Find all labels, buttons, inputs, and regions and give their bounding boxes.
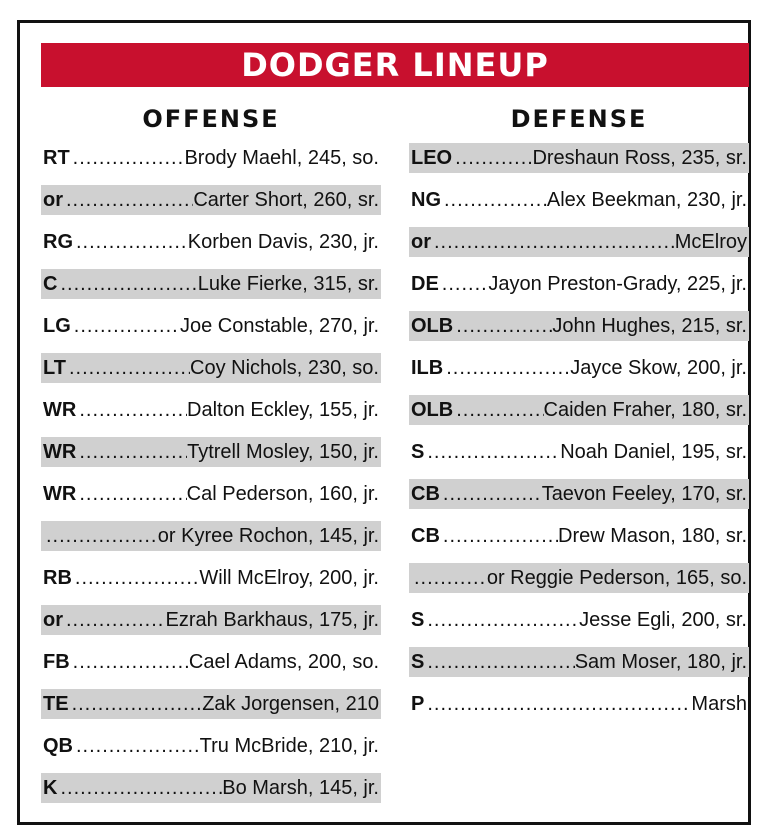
lineup-row [41,773,381,803]
player-entry: or Kyree Rochon, 145, jr. [157,524,379,547]
dot-leader [73,735,200,758]
player-entry: Dalton Eckley, 155, jr. [187,398,379,421]
dot-leader [76,399,187,422]
dot-leader [63,609,166,632]
dot-leader [71,315,180,338]
defense-column [409,101,749,731]
position-label: S [411,440,425,463]
position-label: S [411,650,425,673]
position-label: WR [43,482,77,505]
player-entry: Tru McBride, 210, jr. [199,734,379,757]
player-entry: Taevon Feeley, 170, sr. [541,482,747,505]
dot-leader [424,609,579,632]
position-label: QB [43,734,73,757]
dot-leader [443,357,570,380]
dot-leader [76,441,187,464]
player-entry: Marsh [691,692,747,715]
player-entry: Sam Moser, 180, jr. [574,650,747,673]
lineup-row [41,227,381,257]
dot-leader [441,189,547,212]
dot-leader [70,651,189,674]
player-entry: Korben Davis, 230, jr. [187,230,379,253]
position-label: or [43,608,63,631]
lineup-title: DODGER LINEUP [41,43,749,87]
position-label: ILB [411,356,444,379]
defense-heading: DEFENSE [510,105,648,133]
lineup-row [409,227,749,257]
player-entry: Jayon Preston-Grady, 225, jr. [488,272,747,295]
dot-leader [439,273,489,296]
lineup-row [41,647,381,677]
position-label: FB [43,650,70,673]
player-entry: Will McElroy, 200, jr. [199,566,379,589]
dot-leader [424,693,691,716]
lineup-row [41,689,381,719]
lineup-row [409,689,749,719]
lineup-row [41,185,381,215]
player-entry: Caiden Fraher, 180, sr. [543,398,747,421]
lineup-row [409,479,749,509]
dot-leader [453,399,543,422]
dot-leader [76,483,186,506]
player-entry: Joe Constable, 270, jr. [179,314,379,337]
position-label: NG [411,188,441,211]
dot-leader [57,777,222,800]
lineup-row [41,437,381,467]
position-label: C [43,272,58,295]
position-label: P [411,692,425,715]
player-entry: Ezrah Barkhaus, 175, jr. [165,608,379,631]
player-entry: Cael Adams, 200, so. [188,650,379,673]
dot-leader [431,231,675,254]
player-entry: Noah Daniel, 195, sr. [560,440,747,463]
lineup-row [409,647,749,677]
defense-list [409,143,749,719]
player-entry: Dreshaun Ross, 235, sr. [532,146,747,169]
lineup-row [409,521,749,551]
lineup-row [41,311,381,341]
dot-leader [440,483,542,506]
lineup-row [41,269,381,299]
position-label: LEO [411,146,453,169]
player-entry: John Hughes, 215, sr. [552,314,747,337]
player-entry: Drew Mason, 180, sr. [558,524,747,547]
player-entry: Brody Maehl, 245, so. [184,146,379,169]
lineup-row [409,311,749,341]
lineup-row [41,521,381,551]
player-entry: Coy Nichols, 230, so. [190,356,379,379]
lineup-row [409,605,749,635]
position-label: S [411,608,425,631]
lineup-box [17,20,751,825]
lineup-row [409,185,749,215]
lineup-row [409,143,749,173]
offense-list [41,143,381,803]
position-label: LT [43,356,66,379]
lineup-row [41,353,381,383]
dot-leader [440,525,558,548]
player-entry: Alex Beekman, 230, jr. [546,188,747,211]
dot-leader [424,441,560,464]
position-label: WR [43,440,77,463]
position-label: TE [43,692,69,715]
player-entry: Jesse Egli, 200, sr. [579,608,747,631]
dot-leader [70,147,185,170]
dot-leader [453,315,552,338]
position-label: K [43,776,58,799]
offense-heading: OFFENSE [142,105,280,133]
lineup-row [41,731,381,761]
dot-leader [63,189,193,212]
player-entry: Zak Jorgensen, 210 [202,692,379,715]
player-entry: Luke Fierke, 315, sr. [197,272,379,295]
position-label: CB [411,524,440,547]
player-entry: Cal Pederson, 160, jr. [186,482,379,505]
position-label: OLB [411,314,454,337]
player-entry: Tytrell Mosley, 150, jr. [187,440,379,463]
lineup-row [409,437,749,467]
position-label: RT [43,146,70,169]
lineup-row [41,395,381,425]
lineup-row [409,269,749,299]
position-label: OLB [411,398,454,421]
dot-leader [43,525,158,548]
dot-leader [411,567,487,590]
position-label: DE [411,272,439,295]
player-entry: Carter Short, 260, sr. [193,188,379,211]
position-label: or [43,188,63,211]
dot-leader [73,231,188,254]
dot-leader [452,147,532,170]
position-label: RG [43,230,73,253]
player-entry: or Reggie Pederson, 165, so. [486,566,747,589]
position-label: LG [43,314,71,337]
lineup-row [409,353,749,383]
position-label: CB [411,482,440,505]
dot-leader [57,273,197,296]
dot-leader [66,357,190,380]
position-label: WR [43,398,77,421]
player-entry: McElroy [674,230,747,253]
dot-leader [424,651,574,674]
lineup-row [41,479,381,509]
lineup-row [409,563,749,593]
position-label: or [411,230,431,253]
dot-leader [69,693,203,716]
position-label: RB [43,566,72,589]
dot-leader [72,567,199,590]
player-entry: Bo Marsh, 145, jr. [222,776,379,799]
offense-column [41,101,381,815]
lineup-row [409,395,749,425]
lineup-row [41,143,381,173]
lineup-row [41,563,381,593]
lineup-row [41,605,381,635]
player-entry: Jayce Skow, 200, jr. [570,356,747,379]
